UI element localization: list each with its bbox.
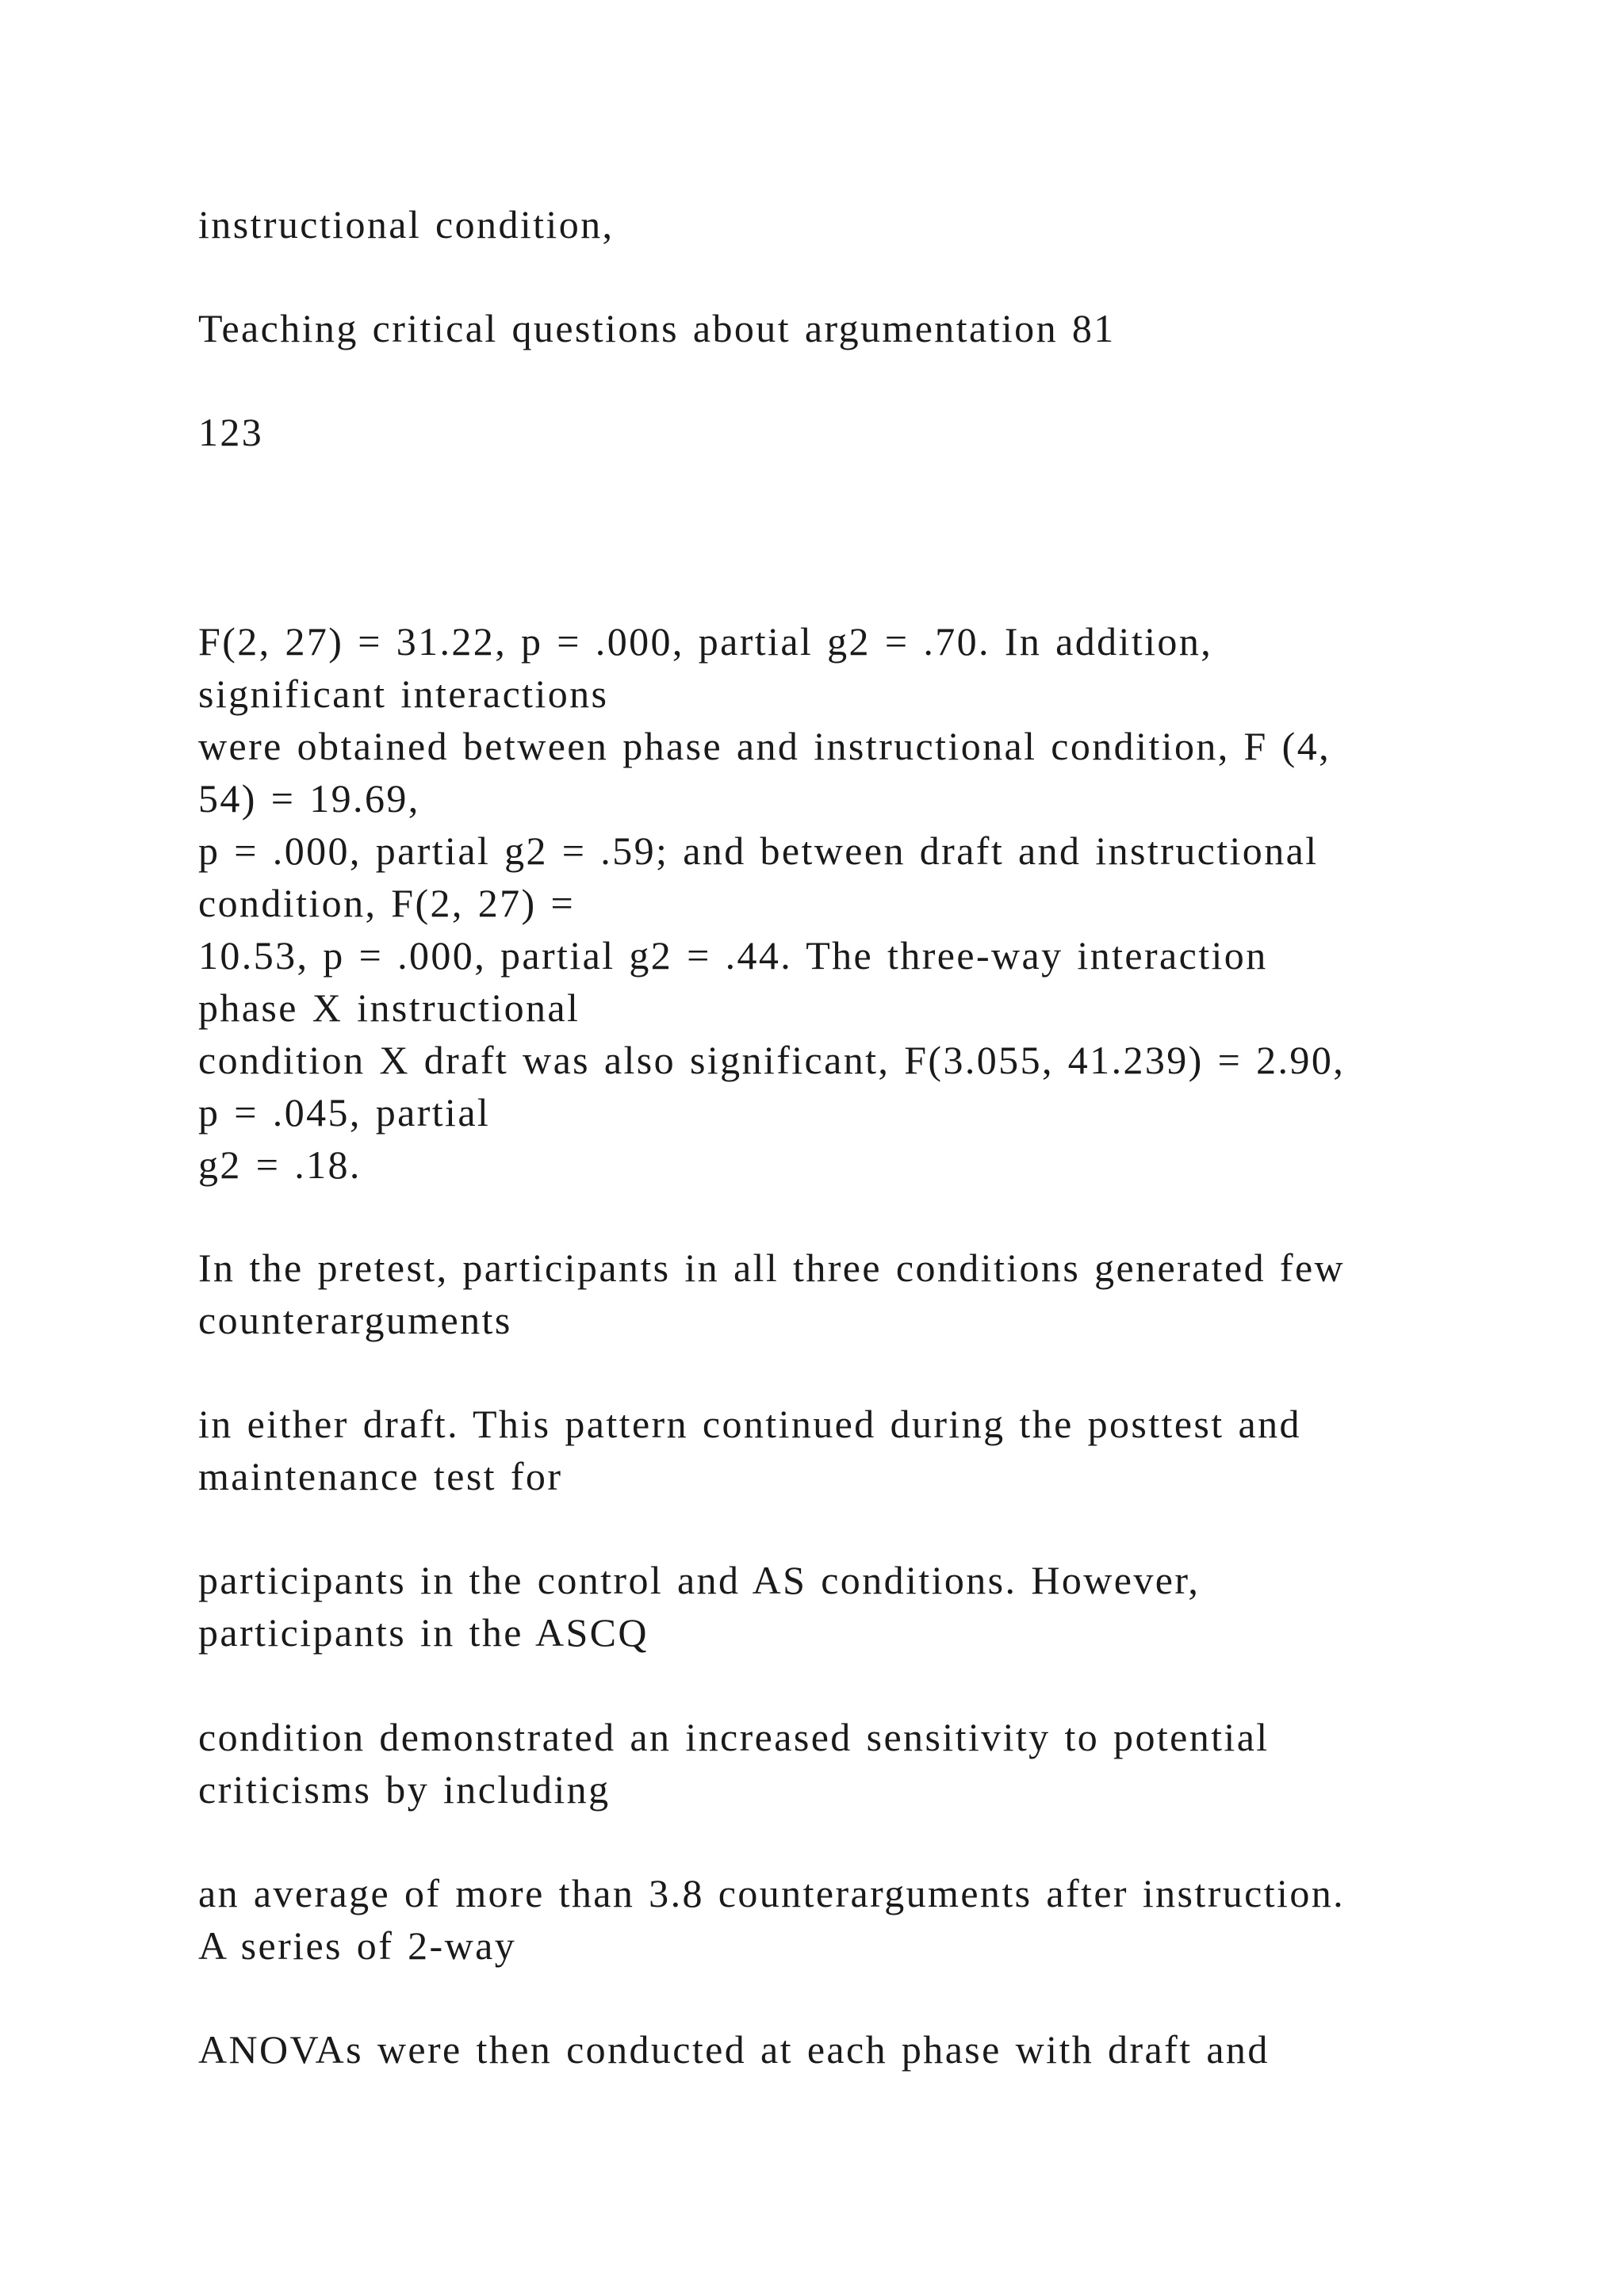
text-line: an average of more than 3.8 counterarguments after instruction. (198, 1871, 1346, 1915)
text-line: g2 = .18. (198, 1142, 362, 1187)
paragraph-control-as (198, 1554, 1499, 1659)
paragraph-either-draft (198, 1398, 1499, 1502)
paragraph-ascq (198, 1711, 1499, 1816)
text-line: p = .000, partial g2 = .59; and between draft and instructional (198, 828, 1319, 873)
text-line: condition demonstrated an increased sensitivity to potential (198, 1715, 1270, 1759)
text-line: were obtained between phase and instructional condition, F (4, (198, 724, 1331, 768)
page-number (198, 406, 1499, 458)
text-line: condition, F(2, 27) = (198, 881, 576, 925)
text-line: In the pretest, participants in all three conditions generated few (198, 1246, 1346, 1290)
text-line: counterarguments (198, 1298, 512, 1342)
paragraph-fragment (198, 198, 1499, 251)
page-number-text: 123 (198, 410, 264, 454)
text-line: maintenance test for (198, 1454, 563, 1498)
paragraph-statistics (198, 615, 1499, 1191)
text-line: ANOVAs were then conducted at each phase with draft and (198, 2027, 1270, 2072)
text-line: participants in the control and AS conditions. However, (198, 1558, 1201, 1602)
text-line: phase X instructional (198, 985, 580, 1030)
text-line: condition X draft was also significant, F(3.055, 41.239) = 2.90, (198, 1038, 1346, 1082)
paragraph-anovas (198, 2023, 1499, 2076)
text-line: criticisms by including (198, 1767, 611, 1812)
text-line: A series of 2-way (198, 1923, 517, 1968)
text-line: in either draft. This pattern continued during the posttest and (198, 1402, 1301, 1446)
text-line: p = .045, partial (198, 1090, 491, 1135)
running-header-text: Teaching critical questions about argumentation 81 (198, 306, 1116, 350)
text-line: 10.53, p = .000, partial g2 = .44. The three-way interaction (198, 933, 1268, 978)
paragraph-average (198, 1867, 1499, 1972)
text-line: participants in the ASCQ (198, 1610, 649, 1655)
text-line: significant interactions (198, 672, 609, 716)
text-line: instructional condition, (198, 202, 615, 247)
paragraph-pretest (198, 1242, 1499, 1346)
text-line: 54) = 19.69, (198, 776, 420, 821)
running-header (198, 302, 1499, 354)
text-line: F(2, 27) = 31.22, p = .000, partial g2 = .70. In addition, (198, 619, 1213, 664)
